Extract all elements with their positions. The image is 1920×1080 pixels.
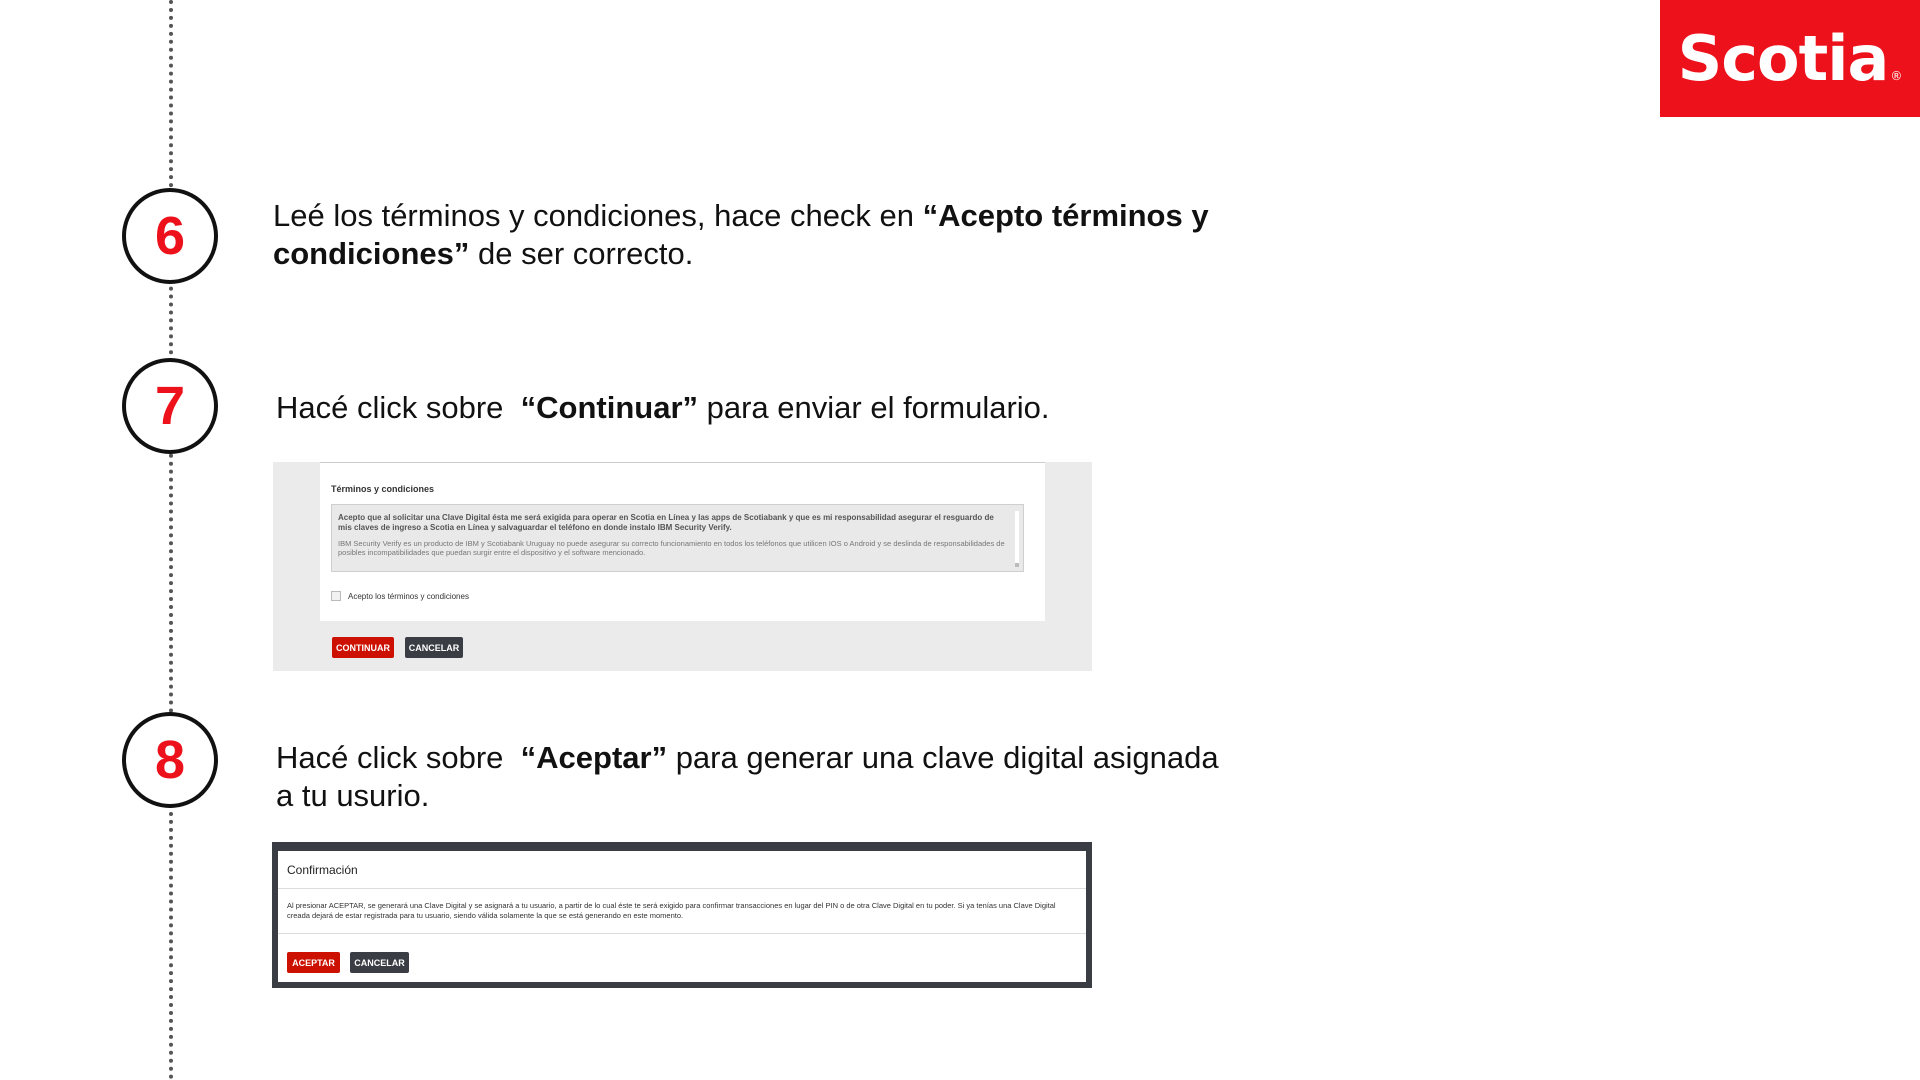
- scotia-logo: [1660, 0, 1920, 117]
- step-text-bold: “Aceptar”: [520, 740, 668, 775]
- accept-terms-row[interactable]: [331, 591, 469, 601]
- divider: [278, 888, 1086, 889]
- step-text-before: Hacé click sobre: [276, 740, 521, 775]
- cancel-button[interactable]: CANCELAR: [350, 952, 409, 973]
- step-text-before: Hacé click sobre: [276, 390, 521, 425]
- terms-screenshot: [273, 462, 1092, 671]
- step-number: 8: [154, 730, 186, 790]
- step-7-badge: [122, 358, 218, 454]
- logo-wordmark: Scotia: [1677, 22, 1889, 95]
- terms-scrollbar[interactable]: [1015, 511, 1019, 567]
- step-text-before: Leé los términos y condiciones, hace check en: [273, 198, 923, 233]
- accept-button[interactable]: ACEPTAR: [287, 952, 340, 973]
- step-6-instruction: [273, 197, 1213, 273]
- terms-textbox[interactable]: [331, 504, 1024, 572]
- step-number: 7: [154, 376, 186, 436]
- terms-title: Términos y condiciones: [331, 484, 435, 494]
- dialog-title: Confirmación: [287, 862, 358, 877]
- continue-button[interactable]: CONTINUAR: [332, 637, 394, 658]
- timeline-dotted-line: [169, 0, 173, 1080]
- step-8-badge: [122, 712, 218, 808]
- step-number: 6: [154, 206, 186, 266]
- step-8-instruction: [276, 739, 1236, 815]
- step-6-badge: [122, 188, 218, 284]
- terms-normal-paragraph: IBM Security Verify es un producto de IBM y Scotiabank Uruguay no puede asegurar su correcto funcionamiento en todos los teléfonos que utilicen IOS o Android y se deslinda de responsabilidades de posibles incompatibilidades que puedan surgir entre el dispositivo y el software mencionado.: [338, 539, 1005, 557]
- step-text-after: para generar una clave digital asignada a tu usurio.: [276, 740, 1219, 813]
- terms-panel: [320, 462, 1045, 621]
- terms-bold-paragraph: Acepto que al solicitar una Clave Digital ésta me será exigida para operar en Scotia en Línea y las apps de Scotiabank y que es mi responsabilidad asegurar el resguardo de mis claves de ingreso a Scotia en Línea y salvaguardar el teléfono en donde instalo IBM Security Verify.: [338, 513, 994, 532]
- confirmation-screenshot: [272, 842, 1092, 988]
- scroll-down-arrow-icon[interactable]: [1015, 563, 1019, 567]
- step-text-after: para enviar el formulario.: [698, 390, 1050, 425]
- registered-mark: ®: [1890, 69, 1903, 83]
- cancel-button[interactable]: CANCELAR: [405, 637, 463, 658]
- dialog-body: Al presionar ACEPTAR, se generará una Clave Digital y se asignará a tu usuario, a partir de lo cual éste te será exigido para confirmar transacciones en lugar del PIN o de otra Clave Digital en tu poder. Si ya tenías una Clave Digital creada dejará de estar registrada para tu usuario, siendo válida solamente la que se está generando en este momento.: [287, 901, 1056, 920]
- step-text-bold: “Continuar”: [520, 390, 699, 425]
- accept-terms-checkbox[interactable]: [331, 591, 341, 601]
- accept-terms-label: Acepto los términos y condiciones: [348, 591, 469, 601]
- confirmation-dialog: [278, 851, 1086, 982]
- step-7-instruction: [276, 389, 1176, 427]
- step-text-bold: “Acepto términos y condiciones”: [273, 198, 1209, 271]
- step-text-after: de ser correcto.: [469, 236, 694, 271]
- divider: [278, 933, 1086, 934]
